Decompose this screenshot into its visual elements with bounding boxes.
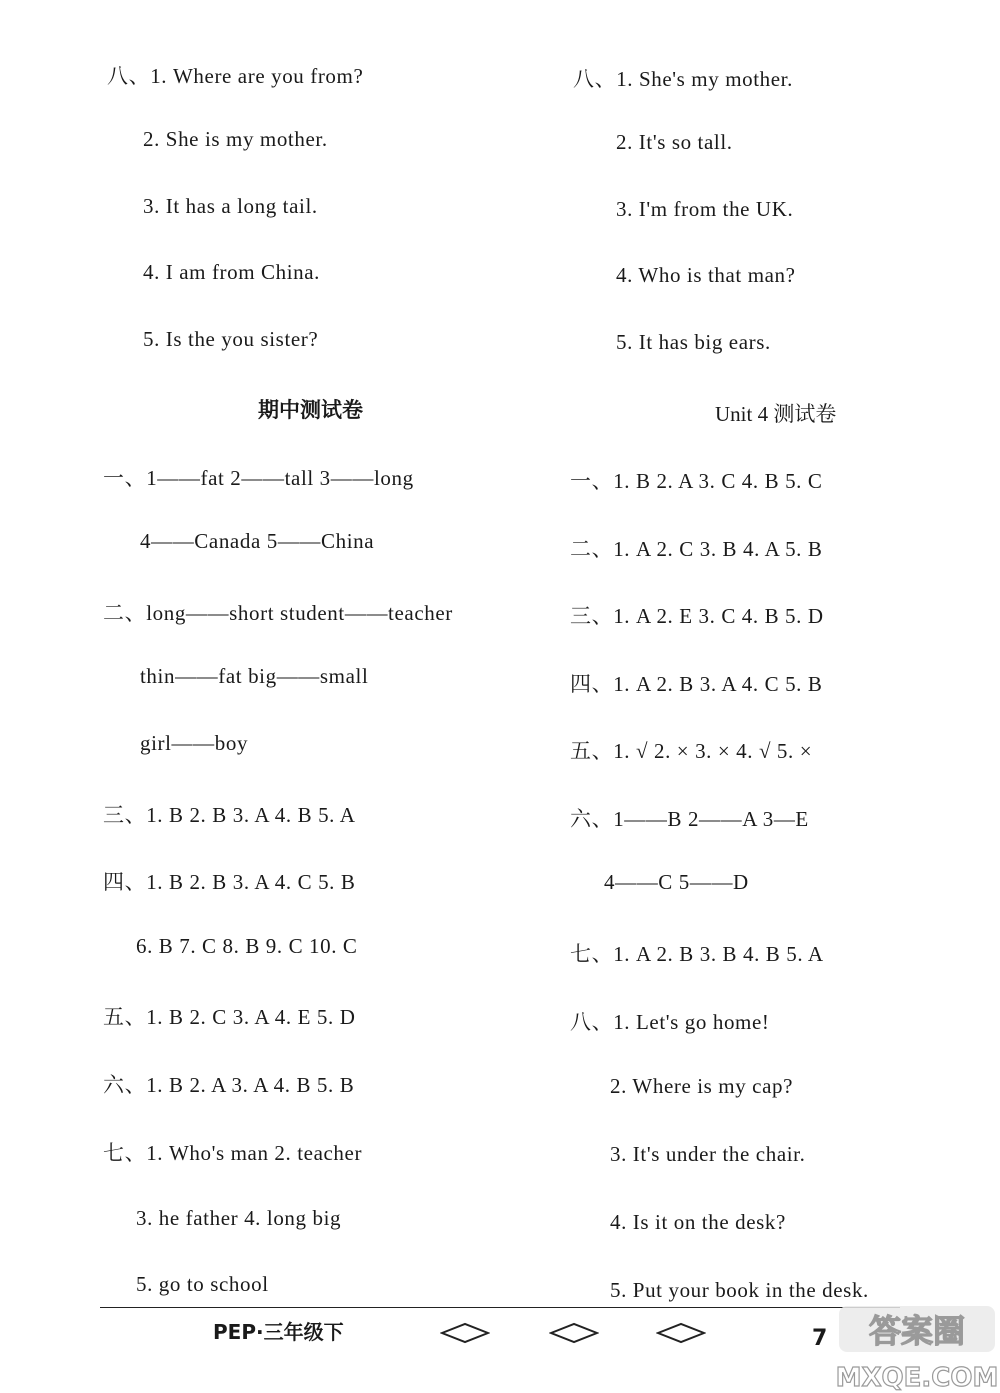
footer-divider	[100, 1307, 900, 1308]
answer-line: 4. Is it on the desk?	[610, 1210, 786, 1234]
answer-line: 2. She is my mother.	[143, 127, 328, 151]
answer-line: 四、1. A 2. B 3. A 4. C 5. B	[570, 672, 823, 696]
answer-line: 4——C 5——D	[604, 870, 749, 894]
answer-line: 4. Who is that man?	[616, 263, 796, 287]
answer-line: 4. I am from China.	[143, 260, 321, 284]
answer-line: 一、1——fat 2——tall 3——long	[103, 466, 414, 490]
footer-label: PEP·三年级下	[213, 1320, 344, 1344]
answer-line: 2. It's so tall.	[616, 130, 733, 154]
section-heading-midterm: 期中测试卷	[258, 398, 363, 422]
answer-line: 5. go to school	[136, 1272, 269, 1296]
answer-line: 二、long——short student——teacher	[103, 601, 453, 625]
answer-line: 一、1. B 2. A 3. C 4. B 5. C	[570, 469, 823, 493]
page-number: 7	[812, 1326, 828, 1351]
diamond-ornament-icon	[549, 1322, 599, 1344]
answer-line: 三、1. A 2. E 3. C 4. B 5. D	[570, 604, 824, 628]
answer-line: girl——boy	[140, 731, 249, 755]
answer-line: 六、1——B 2——A 3—E	[570, 807, 809, 831]
answer-line: thin——fat big——small	[140, 664, 369, 688]
answer-line: 6. B 7. C 8. B 9. C 10. C	[136, 934, 358, 958]
section-heading-unit4: Unit 4 测试卷	[715, 402, 837, 426]
answer-line: 3. he father 4. long big	[136, 1206, 342, 1230]
answer-line: 三、1. B 2. B 3. A 4. B 5. A	[103, 803, 356, 827]
answer-line: 七、1. A 2. B 3. B 4. B 5. A	[570, 942, 824, 966]
answer-line: 四、1. B 2. B 3. A 4. C 5. B	[103, 870, 356, 894]
diamond-ornament-icon	[656, 1322, 706, 1344]
answer-line: 3. It's under the chair.	[610, 1142, 806, 1166]
answer-line: 二、1. A 2. C 3. B 4. A 5. B	[570, 537, 823, 561]
answer-line: 5. It has big ears.	[616, 330, 771, 354]
answer-line: 五、1. √ 2. × 3. × 4. √ 5. ×	[570, 739, 813, 763]
watermark-logo-icon	[835, 1300, 1000, 1393]
svg-text:MXQE.COM: MXQE.COM	[835, 1363, 999, 1393]
answer-line: 5. Put your book in the desk.	[610, 1278, 869, 1302]
answer-line: 3. It has a long tail.	[143, 194, 318, 218]
answer-line: 七、1. Who's man 2. teacher	[103, 1141, 363, 1165]
answer-line: 5. Is the you sister?	[143, 327, 319, 351]
answer-line: 3. I'm from the UK.	[616, 197, 794, 221]
answer-line: 八、1. She's my mother.	[573, 67, 793, 91]
answer-line: 八、1. Where are you from?	[107, 64, 364, 88]
diamond-ornament-icon	[440, 1322, 490, 1344]
answer-line: 4——Canada 5——China	[140, 529, 375, 553]
answer-line: 2. Where is my cap?	[610, 1074, 794, 1098]
answer-line: 五、1. B 2. C 3. A 4. E 5. D	[103, 1005, 356, 1029]
answer-line: 六、1. B 2. A 3. A 4. B 5. B	[103, 1073, 355, 1097]
svg-text:答案圈: 答案圈	[868, 1312, 966, 1350]
answer-line: 八、1. Let's go home!	[570, 1010, 770, 1034]
